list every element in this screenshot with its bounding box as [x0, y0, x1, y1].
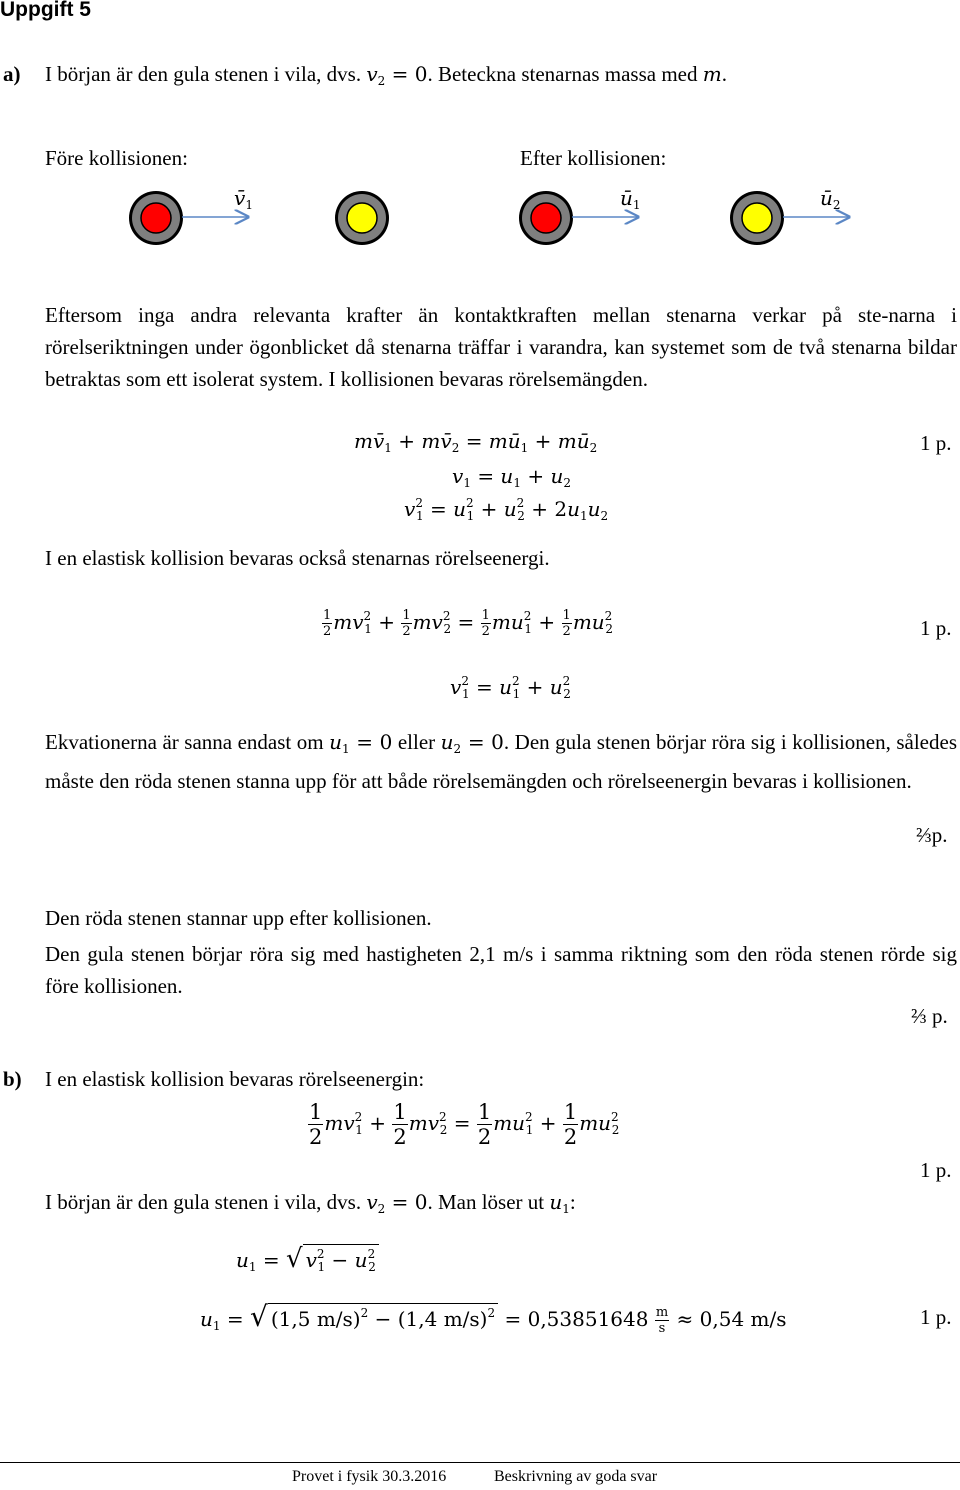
energy-equation: $\frac{1}{2}$ $mv^2_1$ + $\frac{1}{2}$ $mv^2_2$ = $\frac{1}{2}$ $mu^2_1$ + $\frac{1}{2}$ $mu^2_2$	[323, 608, 613, 639]
points-two-thirds-a: ⅔p.	[916, 823, 948, 847]
squared-velocity-equation: $v^2_1 = u^2_1 + u^2_2 + 2u_1u_2$	[404, 496, 609, 523]
u1-symbolic: $u_1$ = √ $v^2_1 - u^2_2$	[236, 1244, 379, 1274]
footer-left: Provet i fysik 30.3.2016	[292, 1468, 447, 1485]
page-title: Uppgift 5	[0, 0, 91, 21]
points-energy: 1 p.	[920, 616, 952, 640]
footer-right: Beskrivning av goda svar	[494, 1468, 658, 1485]
part-a-label: a)	[3, 62, 21, 86]
after-label: Efter kollisionen:	[520, 146, 667, 170]
vec-v1-label: $v̄_1$	[234, 186, 253, 212]
u1-numeric: $u_1$ = √ (1,5 m/s)$^2$ − (1,4 m/s)$^2$ = 0,53851648 $\frac{m}{s}$ ≈ 0,54 m/s	[200, 1300, 787, 1336]
collision-diagram	[0, 180, 960, 260]
part-b-energy-equation: $\frac{1}{2}$ $mv^2_1$ + $\frac{1}{2}$ $mv^2_2$ = $\frac{1}{2}$ $mu^2_1$ + $\frac{1}{2}$ $mu^2_2$	[309, 1100, 620, 1149]
conclusion-yellow: Den gula stenen börjar röra sig med hastigheten 2,1 m/s i samma riktning som den röda stenen rörde sig före kollisionen.	[45, 942, 957, 998]
points-part-b-energy: 1 p.	[920, 1158, 952, 1182]
energy-intro: I en elastisk kollision bevaras också stenarnas rörelseenergi.	[45, 546, 550, 570]
conclusion-paragraph: Ekvationerna är sanna endast om $u_1 = 0$ eller $u_2 = 0$. Den gula stenen börjar röra sig i kollisionen, således måste den röda stenen stanna upp för att både rörelsemängden och rörelseenergin bevaras i kollisionen.	[45, 730, 957, 793]
red-stone-after	[519, 191, 573, 245]
momentum-equation: $mv̄_1$ + $mv̄_2$ = $mū_1$ + $mū_2$	[354, 429, 598, 455]
part-b-label: b)	[3, 1067, 22, 1091]
conclusion-red: Den röda stenen stannar upp efter kollisionen.	[45, 906, 432, 930]
momentum-paragraph: Eftersom inga andra relevanta krafter än kontaktkraften mellan stenarna verkar på ste-narna i rörelseriktningen under ögonblicket då stenarna träffar i varandra, kan systemet som de två stenarna bildar betraktas som ett isolerat system. I kollisionen bevaras rörelsemängden.	[45, 303, 957, 391]
points-momentum: 1 p.	[920, 431, 952, 455]
points-final: 1 p.	[920, 1305, 952, 1329]
part-a-intro: I början är den gula stenen i vila, dvs. $v_2 = 0$. Beteckna stenarnas massa med m.	[45, 62, 727, 88]
yellow-stone-after	[730, 191, 784, 245]
footer-rule	[0, 1462, 960, 1463]
velocity-equation: $v_1 = u_1 + u_2$	[452, 464, 571, 490]
part-b-intro: I en elastisk kollision bevaras rörelseenergin:	[45, 1067, 425, 1091]
vec-u2-label: $ū_2$	[820, 186, 841, 212]
points-two-thirds-b: ⅔ p.	[911, 1004, 948, 1028]
red-stone-before	[129, 191, 183, 245]
yellow-stone-before	[335, 191, 389, 245]
vec-u1-label: $ū_1$	[620, 186, 641, 212]
part-b-rest-line: I början är den gula stenen i vila, dvs. $v_2 = 0$. Man löser ut $u_1$:	[45, 1190, 576, 1216]
before-label: Före kollisionen:	[45, 146, 188, 170]
energy-simplified: $v^2_1 = u^2_1 + u^2_2$	[450, 674, 571, 701]
